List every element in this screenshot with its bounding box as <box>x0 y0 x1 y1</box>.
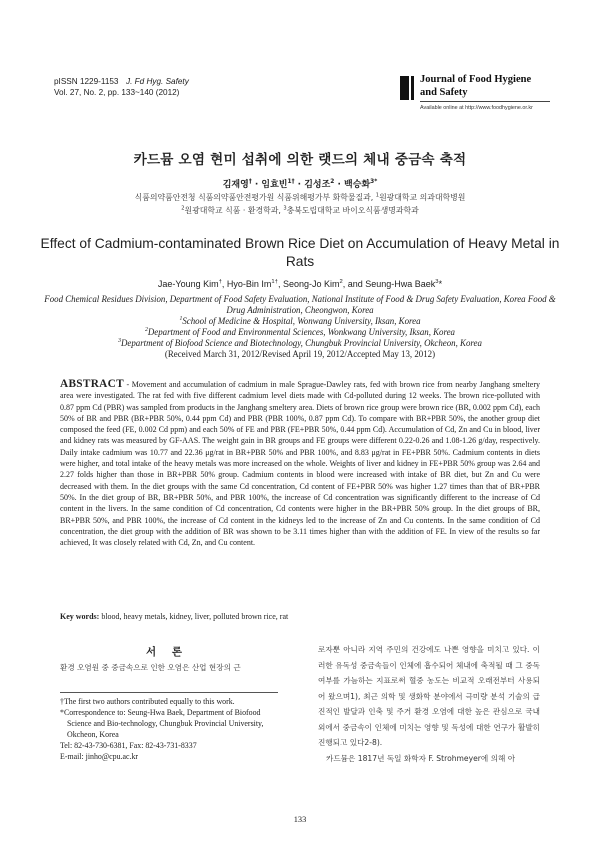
korean-authors: 김재영† · 임효빈$^{1\dagger}$ · 김성조$^2$ · 백승화$^{3*}$ <box>222 179 378 190</box>
page-number: 133 <box>293 815 307 824</box>
english-authors: Jae-Young Kim†, Hyo-Bin $Im^{1\dagger}$, Seong-Jo Kim$^2$, and Seung-Hwa Baek$^3$* <box>157 279 443 289</box>
abstract-text: - Movement and accumulation of cadmium in male Sprague-Dawley rats, fed with brown rice from nearby Janghang smeltery area were investigated. The rat fed with five different cadmium level diets made with Cd-polluted during 12 weeks. The brown rice-polluted with 0.87 ppm Cd (PBR) was sampled from products in the Janghang smeltery area. Diets of brown rice group were brown rice (BR, 0.002 ppm Cd), each 50% of BR and PBR (BR+PBR 50%, 0.44 ppm Cd) and PBR (PBR 100%, 0.87 ppm Cd). To compare with BR+PBR 50%, the another group diet composed the feed (FE, 0.002 Cd ppm) and each 50% of FE and PBR (FE+PBR 50%, 0.44 ppm Cd). Accumulation of Cd, Zn and Cu in blood, liver and kidney rats was measured by GF-AAS. The weight gain in BR groups and FE groups were different 0.22-0.26 and 1.08-1.26 g/day, respectively. Daily intake cadmium was 10.77 and 22.36 μg/rat in BR+PBR 50% and PBR 100%, and 8.83 μg/rat in FE+PBR 50%. Cadmium contents in diets were higher, and total intake of the heavy metals was more increased on the whole. Weights of liver and kidney in FE+PBR 50% group was 2.64 and 2.27 folds higher than those in BR+PBR 50% group. Cadmium contents in blood were increased with intake of BR diet, but Zn and Cu were decreased with them. In the diet groups with the same Cd concentration, Cd content of FE+PBR 50% was higher 1.27 times than that of BR+PBR 50%. In the diet group of BR, BR+PBR 50%, and PBR 100%, the increase of Cd concentration was significantly different to the increase of Cd content in the livers. In the same condition of Cd concentration, Cd contents were higher in the BR+PBR 50% group. In the diet groups of BR, BR+PBR 50%, and PBR 100%, the increase of Cd content in the kidneys led to the increase of Zn and Cu contents. In the same condition of Cd concentration, the diet group with the addition of BR was shown to be 3.11 times higher than with the addition of FE. In view of the results so far achieved, It was closely related with Cd, Zn, and Cu content. <box>60 380 540 548</box>
volume-info: Vol. 27, No. 2, pp. 133~140 (2012) <box>54 87 180 97</box>
korean-affiliation-1: 식품의약품안전청 식품의약품안전평가원 식품위해평가부 화학물질과, $^1$원광대학교 의과대학병원 <box>134 192 466 202</box>
english-affiliations <box>40 294 560 359</box>
korean-affiliation-2: $^2$원광대학교 식품 · 환경학과, $^3$충북도립대학교 바이오식품생명과학과 <box>181 204 419 215</box>
issn: pISSN 1229-1153 <box>54 77 119 86</box>
journal-name-line1: Journal of Food Hygiene <box>420 74 532 85</box>
logo-bar-thin-icon <box>411 76 414 100</box>
footnote-divider <box>60 692 278 693</box>
footnote-equal-contribution: †The first two authors contributed equally to this work. <box>60 697 235 706</box>
keywords-label: Key words: <box>60 612 100 621</box>
footnote-location: Okcheon, Korea <box>67 730 119 739</box>
footnotes <box>60 696 282 762</box>
logo-bar-icon <box>400 76 409 100</box>
section-title: 서 론 <box>146 646 188 658</box>
journal-citation <box>54 77 189 98</box>
journal-name-line2: and Safety <box>420 86 468 98</box>
english-affiliation-3: $^3$Department of Biofood Science and Biotechnology, Chungbuk Provincial University, Okcheon, Korea <box>118 337 482 348</box>
received-dates: (Received March 31, 2012/Revised April 19, 2012/Accepted May 13, 2012) <box>164 348 436 359</box>
keywords-text: blood, heavy metals, kidney, liver, polluted brown rice, rat <box>99 612 289 621</box>
footnote-correspondence: *Correspondence to: Seung-Hwa Baek, Department of Biofood <box>60 708 261 717</box>
intro-text-right-2: 카드뮴은 1817년 독일 화학자 F. Strohmeyer에 의해 아 <box>326 753 516 763</box>
journal-name <box>420 74 531 99</box>
journal-url[interactable]: Available online at http://www.foodhygiene.or.kr <box>420 105 533 111</box>
abstract <box>60 379 540 548</box>
journal-abbreviation: J. Fd Hyg. Safety <box>126 77 189 86</box>
footnote-email[interactable]: E-mail: jinho@cpu.ac.kr <box>60 752 139 761</box>
footnote-phone: Tel: 82-43-730-6381, Fax: 82-43-731-8337 <box>60 741 197 750</box>
logo-divider <box>420 101 550 102</box>
intro-text-right: 로자뿐 아니라 지역 주민의 건강에도 나쁜 영향을 미치고 있다. 이러한 유독성 중금속들이 인체에 흡수되어 체내에 축적될 때 그 중독 여부를 가늠하는 지표로써 혈중 농도는 비교적 오래전부터 사용되어 왔으며1), 최근 의학 및 생화학 분야에서 극미량 분석 기술의 급진적인 발달과 인축 및 주거 환경 오염에 대한 높은 관심으로 국내외에서 중금속이 인체에 미치는 영향 및 독성에 대한 연구가 활발히 진행되고 있다2-8). <box>318 645 540 747</box>
intro-paragraph-left: 환경 오염원 중 중금속으로 인한 오염은 산업 현장의 근 <box>60 663 241 672</box>
korean-title: 카드뮴 오염 현미 섭취에 의한 랫드의 체내 중금속 축적 <box>133 152 467 168</box>
korean-affiliations <box>0 192 600 217</box>
abstract-heading: ABSTRACT <box>60 378 124 390</box>
intro-paragraph-right <box>318 642 540 766</box>
english-affiliation-0: Food Chemical Residues Division, Department of Food Safety Evaluation, National Institute of Food & Drug Safety Evaluation, Korea Food & Drug Administration, Cheongwon, Korea <box>44 294 556 315</box>
english-affiliation-2: $^2$Department of Food and Environmental Sciences, Wonkwang University, Iksan, Korea <box>144 326 455 337</box>
footnote-correspondence-cont: Science and Bio-technology, Chungbuk Provincial University, <box>67 719 264 728</box>
keywords <box>60 612 540 621</box>
english-affiliation-1: $^1$School of Medicine & Hospital, Wonwang University, Iksan, Korea <box>179 315 421 326</box>
english-title: Effect of Cadmium-contaminated Brown Rice Diet on Accumulation of Heavy Metal in Rats <box>40 236 560 269</box>
